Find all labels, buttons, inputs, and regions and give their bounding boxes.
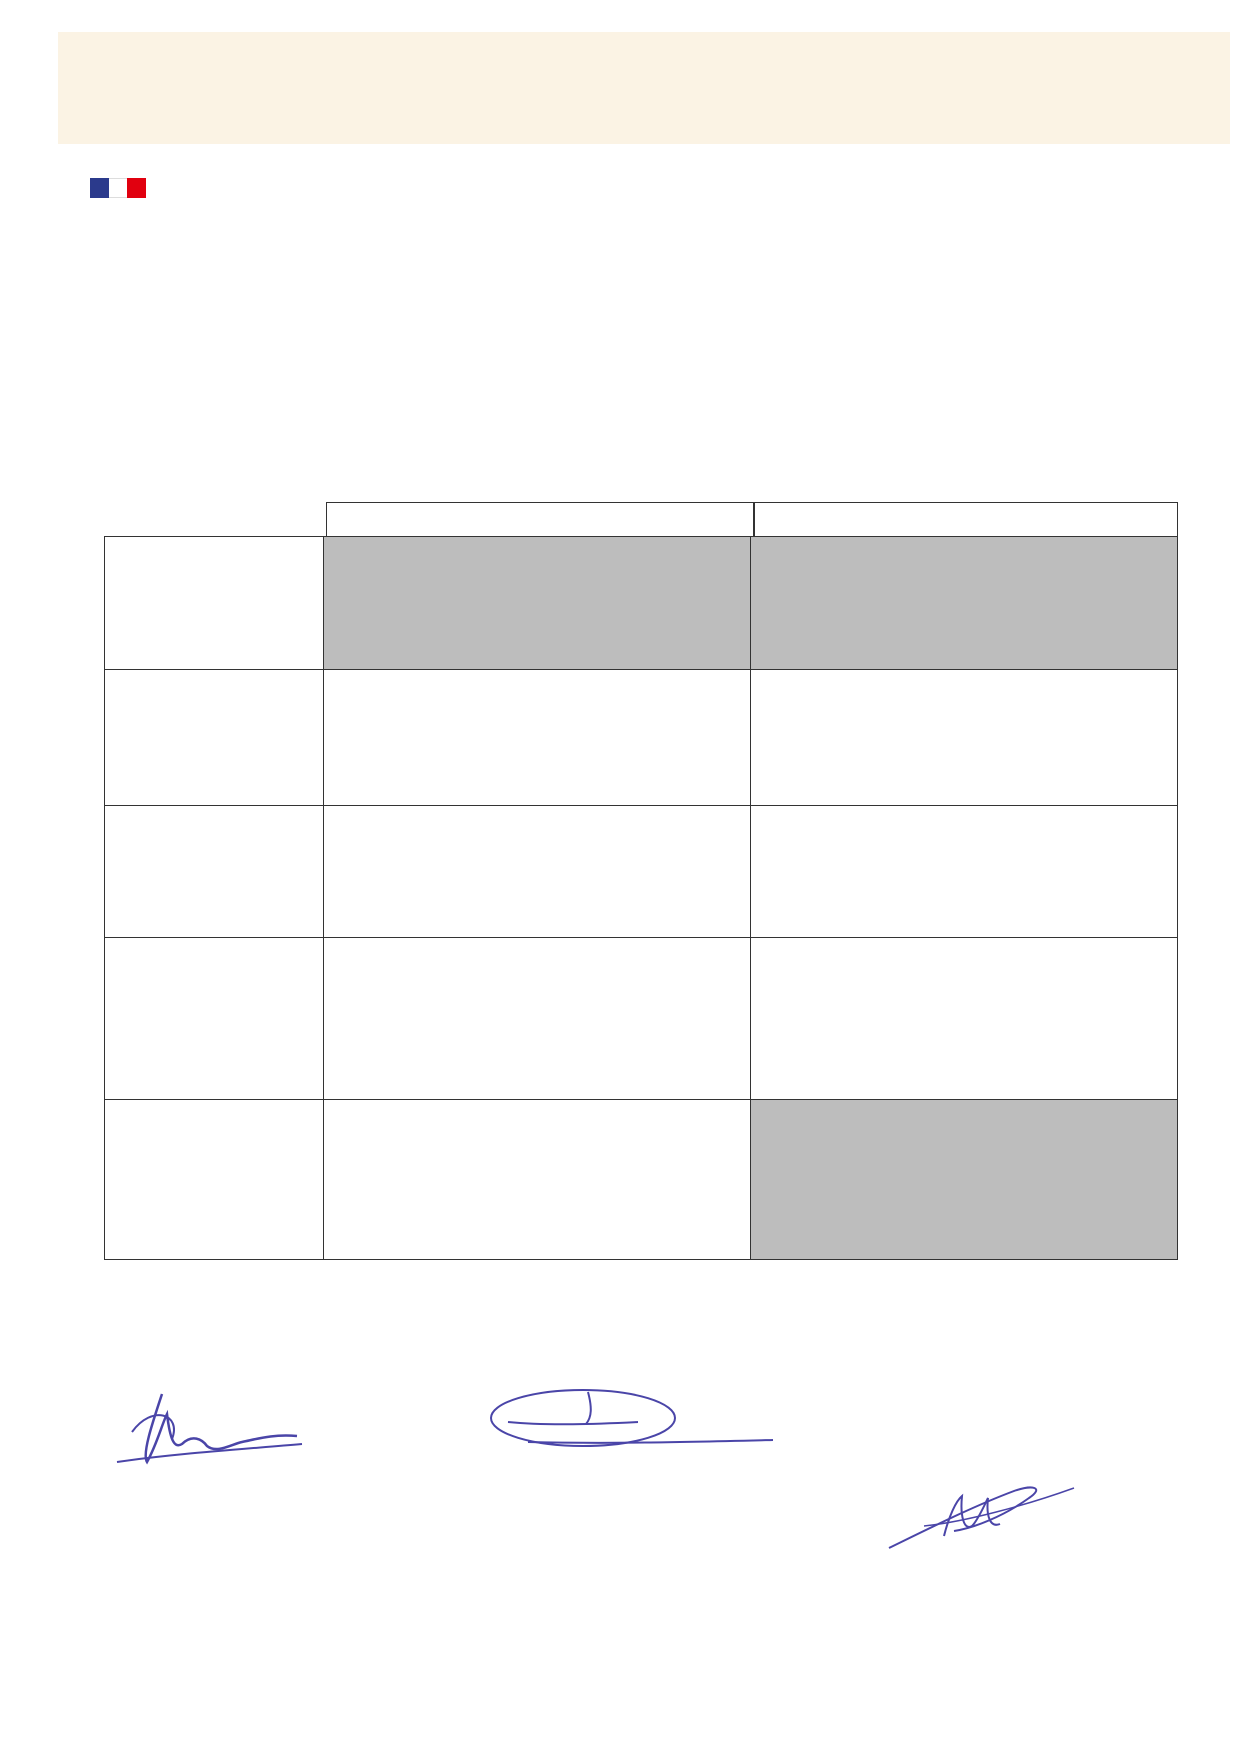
- day-label: [105, 670, 324, 806]
- table-row: [105, 1100, 1178, 1260]
- day-label: [105, 938, 324, 1100]
- bottom-flower-banner: [38, 1622, 1214, 1740]
- soir-menu: [750, 670, 1177, 806]
- day-label: [105, 1100, 324, 1260]
- day-label: [105, 806, 324, 938]
- soir-menu: [750, 938, 1177, 1100]
- midi-menu: [323, 938, 750, 1100]
- soir-empty: [750, 1100, 1177, 1260]
- french-flag-icon: [90, 178, 146, 198]
- column-header-soir: [753, 502, 1178, 538]
- soir-ferie: [750, 537, 1177, 670]
- soir-menu: [750, 806, 1177, 938]
- day-label: [105, 537, 324, 670]
- gestionnaire-signature: [488, 1382, 778, 1462]
- table-row: [105, 806, 1178, 938]
- daffodil-decoration: [58, 32, 1230, 144]
- principal-signature: [112, 1384, 312, 1474]
- column-header-midi: [326, 502, 755, 538]
- chef-signature: [884, 1476, 1084, 1556]
- table-row: [105, 670, 1178, 806]
- table-row: [105, 537, 1178, 670]
- midi-menu: [323, 670, 750, 806]
- menu-table: [104, 536, 1178, 1260]
- top-flower-banner: [58, 32, 1230, 144]
- midi-menu: [323, 806, 750, 938]
- table-row: [105, 938, 1178, 1100]
- midi-ferie: [323, 537, 750, 670]
- midi-menu: [323, 1100, 750, 1260]
- republique-francaise-logo: [90, 178, 146, 206]
- daffodil-decoration: [38, 1622, 1214, 1740]
